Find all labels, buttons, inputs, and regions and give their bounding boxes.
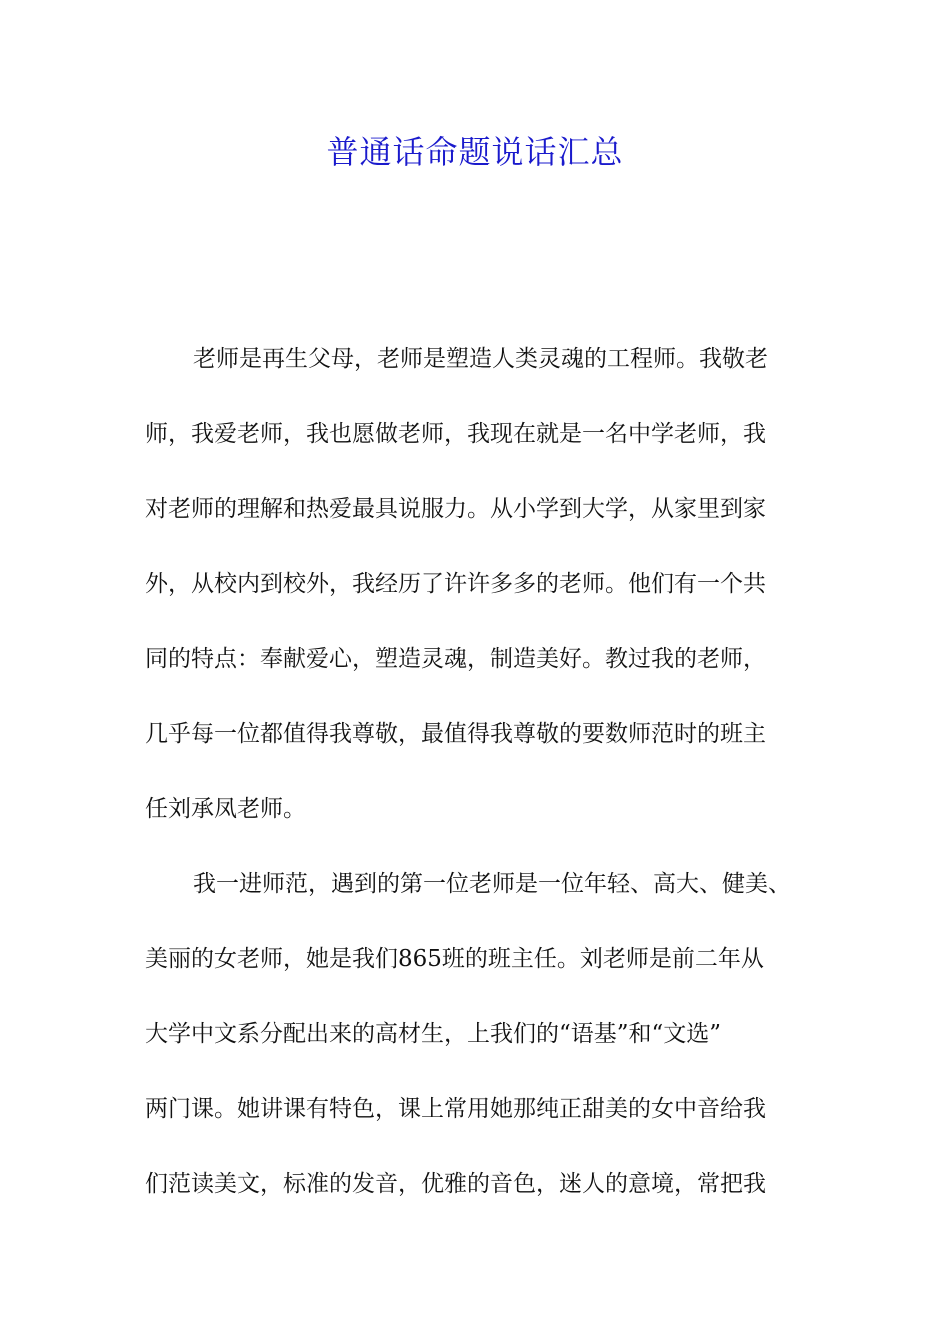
paragraph-line: 老师是再生父母，老师是塑造人类灵魂的工程师。我敬老 (193, 346, 768, 372)
paragraph-line: 美丽的女老师，她是我们865班的班主任。刘老师是前二年从 (145, 946, 764, 972)
document-title: 普通话命题说话汇总 (326, 133, 624, 171)
paragraph-line: 外，从校内到校外，我经历了许许多多的老师。他们有一个共 (145, 571, 766, 597)
paragraph-line: 几乎每一位都值得我尊敬，最值得我尊敬的要数师范时的班主 (145, 721, 766, 747)
paragraph-line: 我一进师范，遇到的第一位老师是一位年轻、高大、健美、 (193, 871, 791, 897)
paragraph-line: 们范读美文，标准的发音，优雅的音色，迷人的意境，常把我 (145, 1171, 766, 1197)
paragraph-line: 两门课。她讲课有特色，课上常用她那纯正甜美的女中音给我 (145, 1096, 766, 1122)
paragraph-line: 任刘承凤老师。 (145, 796, 306, 822)
paragraph-line: 大学中文系分配出来的高材生，上我们的“语基”和“文选” (145, 1021, 722, 1047)
paragraph-line: 师，我爱老师，我也愿做老师，我现在就是一名中学老师，我 (145, 421, 766, 447)
paragraph-line: 同的特点：奉献爱心，塑造灵魂，制造美好。教过我的老师， (145, 646, 766, 672)
paragraph-line: 对老师的理解和热爱最具说服力。从小学到大学，从家里到家 (145, 496, 766, 522)
